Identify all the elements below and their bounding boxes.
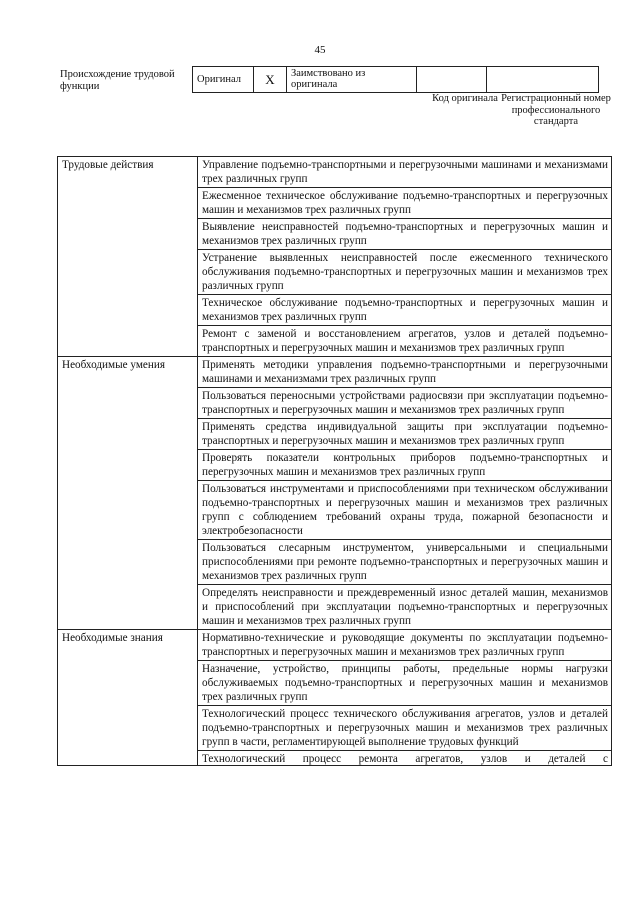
table-item: Пользоваться слесарным инструментом, универсальными и специальными приспособлениями при ремонте подъемно-транспортных и перегрузочных машин и механизмов трех различных групп xyxy=(198,540,612,585)
table-item: Применять средства индивидуальной защиты при эксплуатации подъемно-транспортных и перегрузочных машин и механизмов трех различных групп xyxy=(198,419,612,450)
section-title: Необходимые знания xyxy=(58,630,198,766)
table-item: Пользоваться переносными устройствами радиосвязи при эксплуатации подъемно-транспортных и перегрузочных машин и механизмов трех различных групп xyxy=(198,388,612,419)
truncated-line: Технологический процесс ремонта агрегатов, узлов и деталей с xyxy=(202,753,608,765)
origin-label: Происхождение трудовой функции xyxy=(60,69,175,92)
code-caption: Код оригинала xyxy=(432,93,498,104)
table-item: Определять неисправности и преждевременный износ деталей машин, механизмов и приспособлений при эксплуатации подъемно-транспортных и перегрузочных машин и механизмов трех различных групп xyxy=(198,585,612,630)
original-mark: X xyxy=(254,67,287,93)
borrowed-cell: Заимствовано из оригинала xyxy=(287,67,417,93)
original-cell: Оригинал xyxy=(193,67,254,93)
table-item: Выявление неисправностей подъемно-транспортных и перегрузочных машин и механизмов трех различных групп xyxy=(198,219,612,250)
table-item: Управление подъемно-транспортными и перегрузочными машинами и механизмами трех различных групп xyxy=(198,157,612,188)
table-item: Устранение выявленных неисправностей после ежесменного технического обслуживания подъемно-транспортных и перегрузочных машин и механизмов трех различных групп xyxy=(198,250,612,295)
table-item-truncated xyxy=(198,751,612,766)
reg-number-cell xyxy=(487,67,599,93)
code-cell xyxy=(417,67,487,93)
reg-caption: Регистрационный номер профессионального стандарта xyxy=(501,93,611,127)
table-item: Проверять показатели контрольных приборов подъемно-транспортных и перегрузочных машин и механизмов трех различных групп xyxy=(198,450,612,481)
table-item: Пользоваться инструментами и приспособлениями при техническом обслуживании подъемно-транспортных и перегрузочных машин и механизмов трех различных групп с соблюдением требований охраны труда, пожарной безопасности и электробезопасности xyxy=(198,481,612,540)
page-number: 45 xyxy=(314,44,326,56)
table-item: Ежесменное техническое обслуживание подъемно-транспортных и перегрузочных машин и механизмов трех различных групп xyxy=(198,188,612,219)
table-item: Применять методики управления подъемно-транспортными и перегрузочными машинами и механизмами трех различных групп xyxy=(198,357,612,388)
table-item: Ремонт с заменой и восстановлением агрегатов, узлов и деталей подъемно-транспортных и перегрузочных машин и механизмов трех различных групп xyxy=(198,326,612,357)
origin-table xyxy=(192,66,599,93)
section-title: Трудовые действия xyxy=(58,157,198,357)
table-item: Нормативно-технические и руководящие документы по эксплуатации подъемно-транспортных и перегрузочных машин и механизмов трех различных групп xyxy=(198,630,612,661)
labor-function-table xyxy=(57,156,612,766)
table-item: Технологический процесс технического обслуживания агрегатов, узлов и деталей подъемно-транспортных и перегрузочных машин и механизмов трех различных групп в части, регламентирующей выполнение трудовых функций xyxy=(198,706,612,751)
section-title: Необходимые умения xyxy=(58,357,198,630)
table-item: Назначение, устройство, принципы работы, предельные нормы нагрузки обслуживаемых подъемно-транспортных и перегрузочных машин и механизмов трех различных групп xyxy=(198,661,612,706)
table-item: Техническое обслуживание подъемно-транспортных и перегрузочных машин и механизмов трех различных групп xyxy=(198,295,612,326)
